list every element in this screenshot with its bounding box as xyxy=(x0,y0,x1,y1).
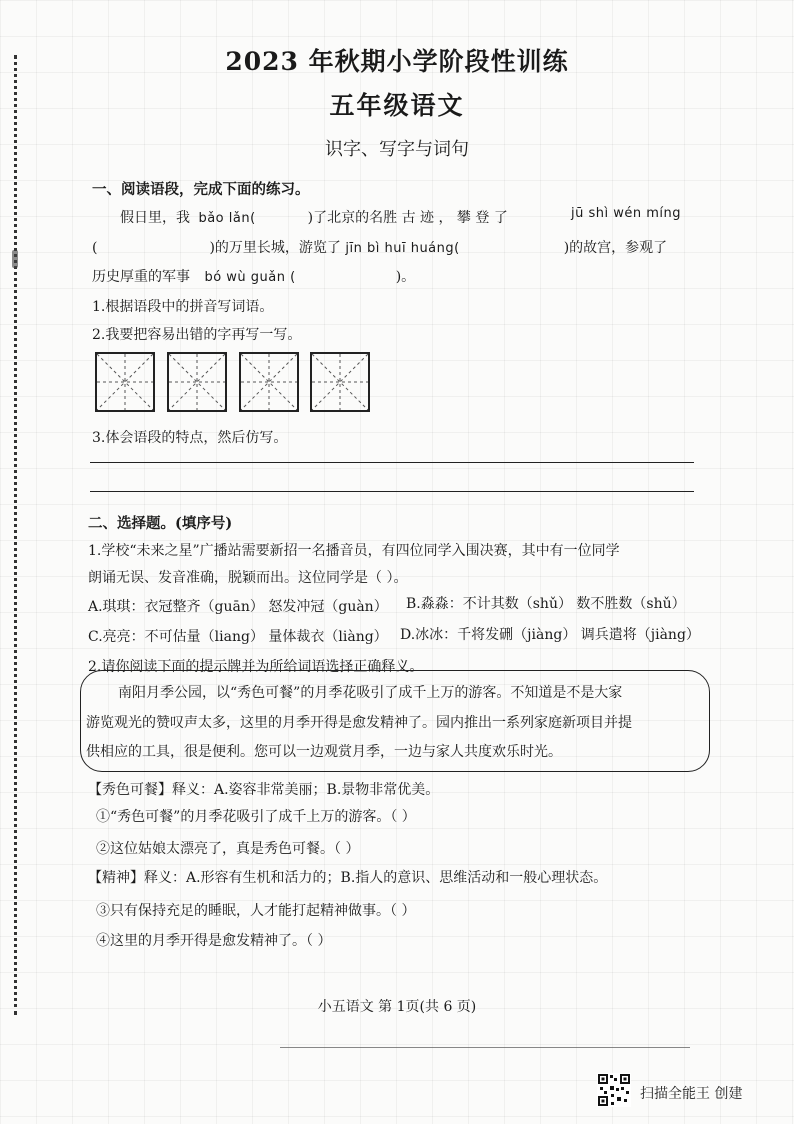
grid-guide-lines xyxy=(169,354,225,410)
scan-smudge xyxy=(12,250,18,268)
option-b: B.淼淼：不计其数（shǔ） 数不胜数（shǔ） xyxy=(406,596,686,612)
option-a: A.琪琪：衣冠整齐（guān） 怒发冲冠（guàn） xyxy=(88,599,388,615)
exam-title: 2023 年秋期小学阶段性训练 xyxy=(225,47,569,76)
qr-code-icon xyxy=(597,1073,631,1107)
definition-2: 【精神】释义：A.形容有生机和活力的；B.指人的意识、思维活动和一般心理状态。 xyxy=(88,870,608,886)
passage-line-1 xyxy=(120,207,508,227)
option-c: C.亮亮：不可估量（liang） 量体裁衣（liàng） xyxy=(88,629,388,645)
pinyin: bǎo lǎn( xyxy=(198,211,256,226)
passage-line-3 xyxy=(92,266,415,286)
definition-1: 【秀色可餐】释义：A.姿容非常美丽；B.景物非常优美。 xyxy=(88,782,440,798)
passage-text: 假日里，我 xyxy=(120,210,190,226)
sentence-1: ①“秀色可餐”的月季花吸引了成千上万的游客。（ ） xyxy=(96,809,416,825)
sentence-3: ③只有保持充足的睡眠，人才能打起精神做事。（ ） xyxy=(96,903,416,919)
answer-line[interactable] xyxy=(90,491,694,492)
question-1-1: 1.根据语段中的拼音写词语。 xyxy=(92,299,274,315)
pinyin: bó wù guǎn ( xyxy=(204,270,296,285)
notice-line-2: 游览观光的赞叹声太多，这里的月季开得是愈发精神了。园内推出一系列家庭新项目并提 xyxy=(86,715,632,731)
passage-text: )的万里长城，游览了 xyxy=(209,240,341,256)
question-2-1-line1: 1.学校“未来之星”广播站需要新招一名播音员，有四位同学入围决赛，其中有一位同学 xyxy=(88,543,620,559)
passage-text: )。 xyxy=(395,269,416,285)
section-title: 识字、写字与词句 xyxy=(325,139,469,160)
grid-guide-lines xyxy=(312,354,368,410)
notice-line-1: 南阳月季公园，以“秀色可餐”的月季花吸引了成千上万的游客。不知道是不是大家 xyxy=(118,685,623,701)
pinyin: jū shì wén míng xyxy=(571,206,682,221)
question-2-2: 2.请你阅读下面的提示牌并为所给词语选择正确释义。 xyxy=(88,659,424,675)
sentence-2: ②这位姑娘太漂亮了，真是秀色可餐。（ ） xyxy=(96,841,360,857)
writing-grid-box[interactable] xyxy=(310,352,370,412)
passage-text: )了北京的名胜 古 迹 ， 攀 登 了 xyxy=(307,210,508,226)
exam-subtitle: 五年级语文 xyxy=(329,91,465,120)
question-1-3: 3.体会语段的特点，然后仿写。 xyxy=(92,430,288,446)
notice-line-3: 供相应的工具，很是便利。您可以一边观赏月季，一边与家人共度欢乐时光。 xyxy=(86,744,562,760)
pinyin: jīn bì huī huáng( xyxy=(345,241,460,256)
scan-artifact-line xyxy=(280,1047,690,1048)
binding-edge xyxy=(14,55,17,1015)
question-1-2: 2.我要把容易出错的字再写一写。 xyxy=(92,327,302,343)
part1-heading: 一、阅读语段，完成下面的练习。 xyxy=(92,181,310,198)
question-2-1-line2: 朗诵无误、发音准确，脱颖而出。这位同学是（ ）。 xyxy=(88,570,408,586)
passage-text: ( xyxy=(92,240,98,256)
sentence-4: ④这里的月季开得是愈发精神了。（ ） xyxy=(96,933,332,949)
writing-grid-box[interactable] xyxy=(95,352,155,412)
passage-text: 历史厚重的军事 xyxy=(92,269,190,285)
writing-grid-box[interactable] xyxy=(239,352,299,412)
qr-code-graphic xyxy=(597,1073,631,1107)
page-footer: 小五语文 第 1页(共 6 页) xyxy=(317,999,477,1015)
passage-text: )的故宫，参观了 xyxy=(563,240,668,256)
answer-line[interactable] xyxy=(90,462,694,463)
grid-guide-lines xyxy=(97,354,153,410)
part2-heading: 二、选择题。(填序号) xyxy=(88,515,233,532)
watermark-text: 扫描全能王 创建 xyxy=(640,1086,743,1102)
writing-grid-box[interactable] xyxy=(167,352,227,412)
grid-guide-lines xyxy=(241,354,297,410)
passage-line-2 xyxy=(92,237,667,257)
option-d: D.冰冰：千将发硎（jiàng） 调兵遣将（jiàng） xyxy=(400,627,700,643)
